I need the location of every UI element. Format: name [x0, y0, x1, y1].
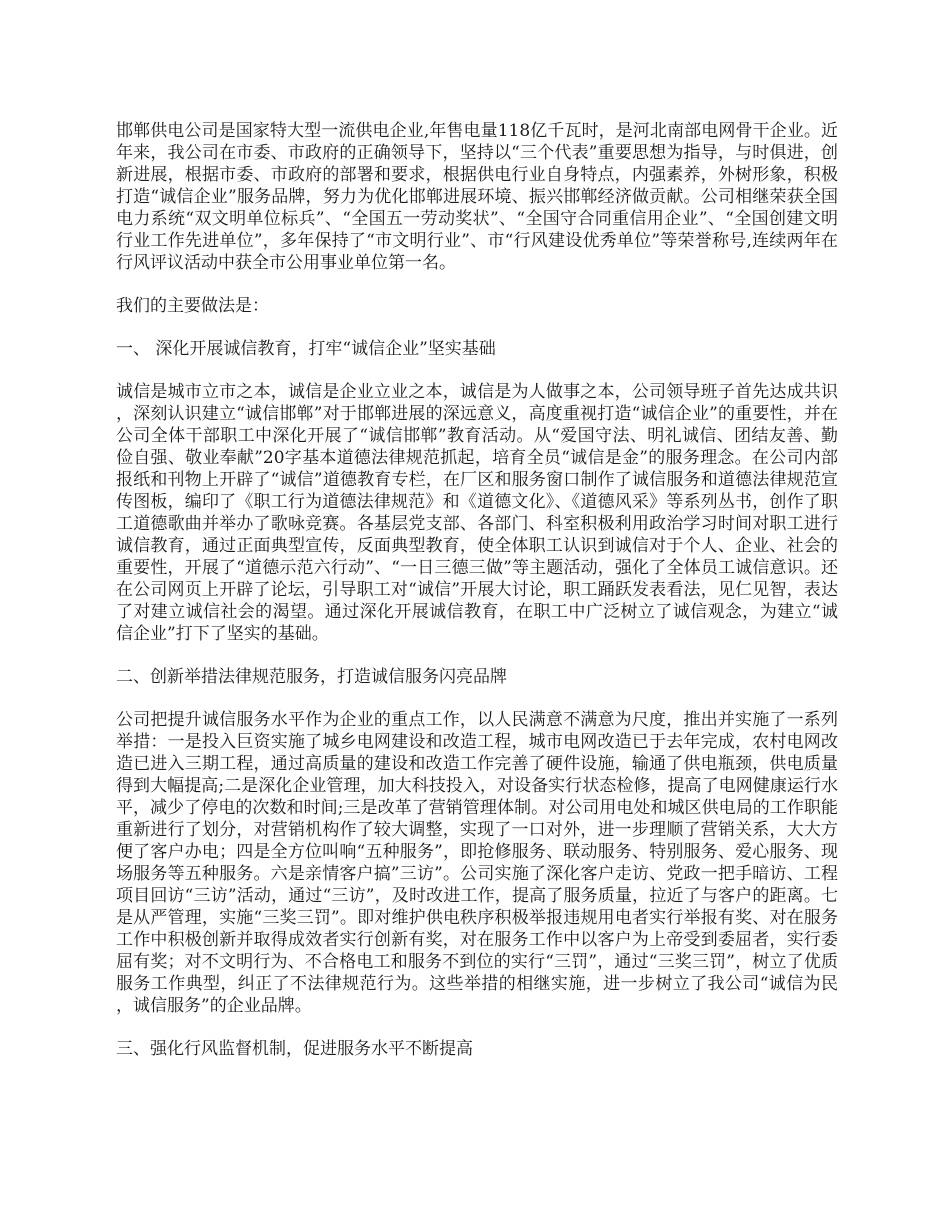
- section-heading-2: 二、创新举措法律规范服务，打造诚信服务闪亮品牌: [116, 667, 507, 687]
- methods-lead-paragraph: 我们的主要做法是：: [116, 296, 269, 316]
- section-heading-3: 三、强化行风监督机制，促进服务水平不断提高: [116, 1039, 473, 1059]
- section-heading-1: 一、 深化开展诚信教育，打牢“诚信企业”坚实基础: [116, 339, 496, 359]
- section-1-paragraph: 诚信是城市立市之本，诚信是企业立业之本，诚信是为人做事之本，公司领导班子首先达成共识，深刻认识建立“诚信邯郸”对于邯郸进展的深远意义，高度重视打造“诚信企业”的重要性，并在公司全体干部职工中深化开展了“诚信邯郸”教育活动。从“爱国守法、明礼诚信、团结友善、勤俭自强、敬业奉献”20字基本道德法律规范抓起，培育全员“诚信是金”的服务理念。在公司内部报纸和刊物上开辟了“诚信”道德教育专栏，在厂区和服务窗口制作了诚信服务和道德法律规范宣传图板，编印了《职工行为道德法律规范》和《道德文化》、《道德风采》等系列丛书，创作了职工道德歌曲并举办了歌咏竞赛。各基层党支部、各部门、科室积极利用政治学习时间对职工进行诚信教育，通过正面典型宣传，反面典型教育，使全体职工认识到诚信对于个人、企业、社会的重要性，开展了“道德示范六行动”、“一日三德三做”等主题活动，强化了全体员工诚信意识。还在公司网页上开辟了论坛，引导职工对“诚信”开展大讨论，职工踊跃发表看法，见仁见智，表达了对建立诚信社会的渴望。通过深化开展诚信教育，在职工中广泛树立了诚信观念，为建立“诚信企业”打下了坚实的基础。: [116, 382, 838, 644]
- section-2-paragraph: 公司把提升诚信服务水平作为企业的重点工作，以人民满意不满意为尺度，推出并实施了一系列举措：一是投入巨资实施了城乡电网建设和改造工程，城市电网改造已于去年完成，农村电网改造已进入三期工程，通过高质量的建设和改造工作完善了硬件设施，输通了供电瓶颈，供电质量得到大幅提高;二是深化企业管理，加大科技投入，对设备实行状态检修，提高了电网健康运行水平，减少了停电的次数和时间;三是改革了营销管理体制。对公司用电处和城区供电局的工作职能重新进行了划分，对营销机构作了较大调整，实现了一口对外，进一步理顺了营销关系，大大方便了客户办电；四是全方位叫响“五种服务”，即抢修服务、联动服务、特别服务、爱心服务、现场服务等五种服务。六是亲情客户搞”三访”。公司实施了深化客户走访、党政一把手暗访、工程项目回访“三访”活动，通过“三访”，及时改进工作，提高了服务质量，拉近了与客户的距离。七是从严管理，实施“三奖三罚”。即对维护供电秩序积极举报违规用电者实行举报有奖、对在服务工作中积极创新并取得成效者实行创新有奖，对在服务工作中以客户为上帝受到委屈者，实行委屈有奖；对不文明行为、不合格电工和服务不到位的实行“三罚”，通过“三奖三罚”，树立了优质服务工作典型，纠正了不法律规范行为。这些举措的相继实施，进一步树立了我公司“诚信为民，诚信服务”的企业品牌。: [116, 710, 838, 1016]
- document-page: [116, 120, 838, 1081]
- intro-paragraph: 邯郸供电公司是国家特大型一流供电企业,年售电量118亿千瓦时，是河北南部电网骨干企业。近年来，我公司在市委、市政府的正确领导下，坚持以“三个代表”重要思想为指导，与时俱进，创新进展，根据市委、市政府的部署和要求，根据供电行业自身特点，内强素养，外树形象，积极打造“诚信企业”服务品牌，努力为优化邯郸进展环境、振兴邯郸经济做贡献。公司相继荣获全国电力系统“双文明单位标兵”、“全国五一劳动奖状”、“全国守合同重信用企业”、“全国创建文明行业工作先进单位”，多年保持了“市文明行业”、市“行风建设优秀单位”等荣誉称号,连续两年在行风评议活动中获全市公用事业单位第一名。: [116, 121, 838, 273]
